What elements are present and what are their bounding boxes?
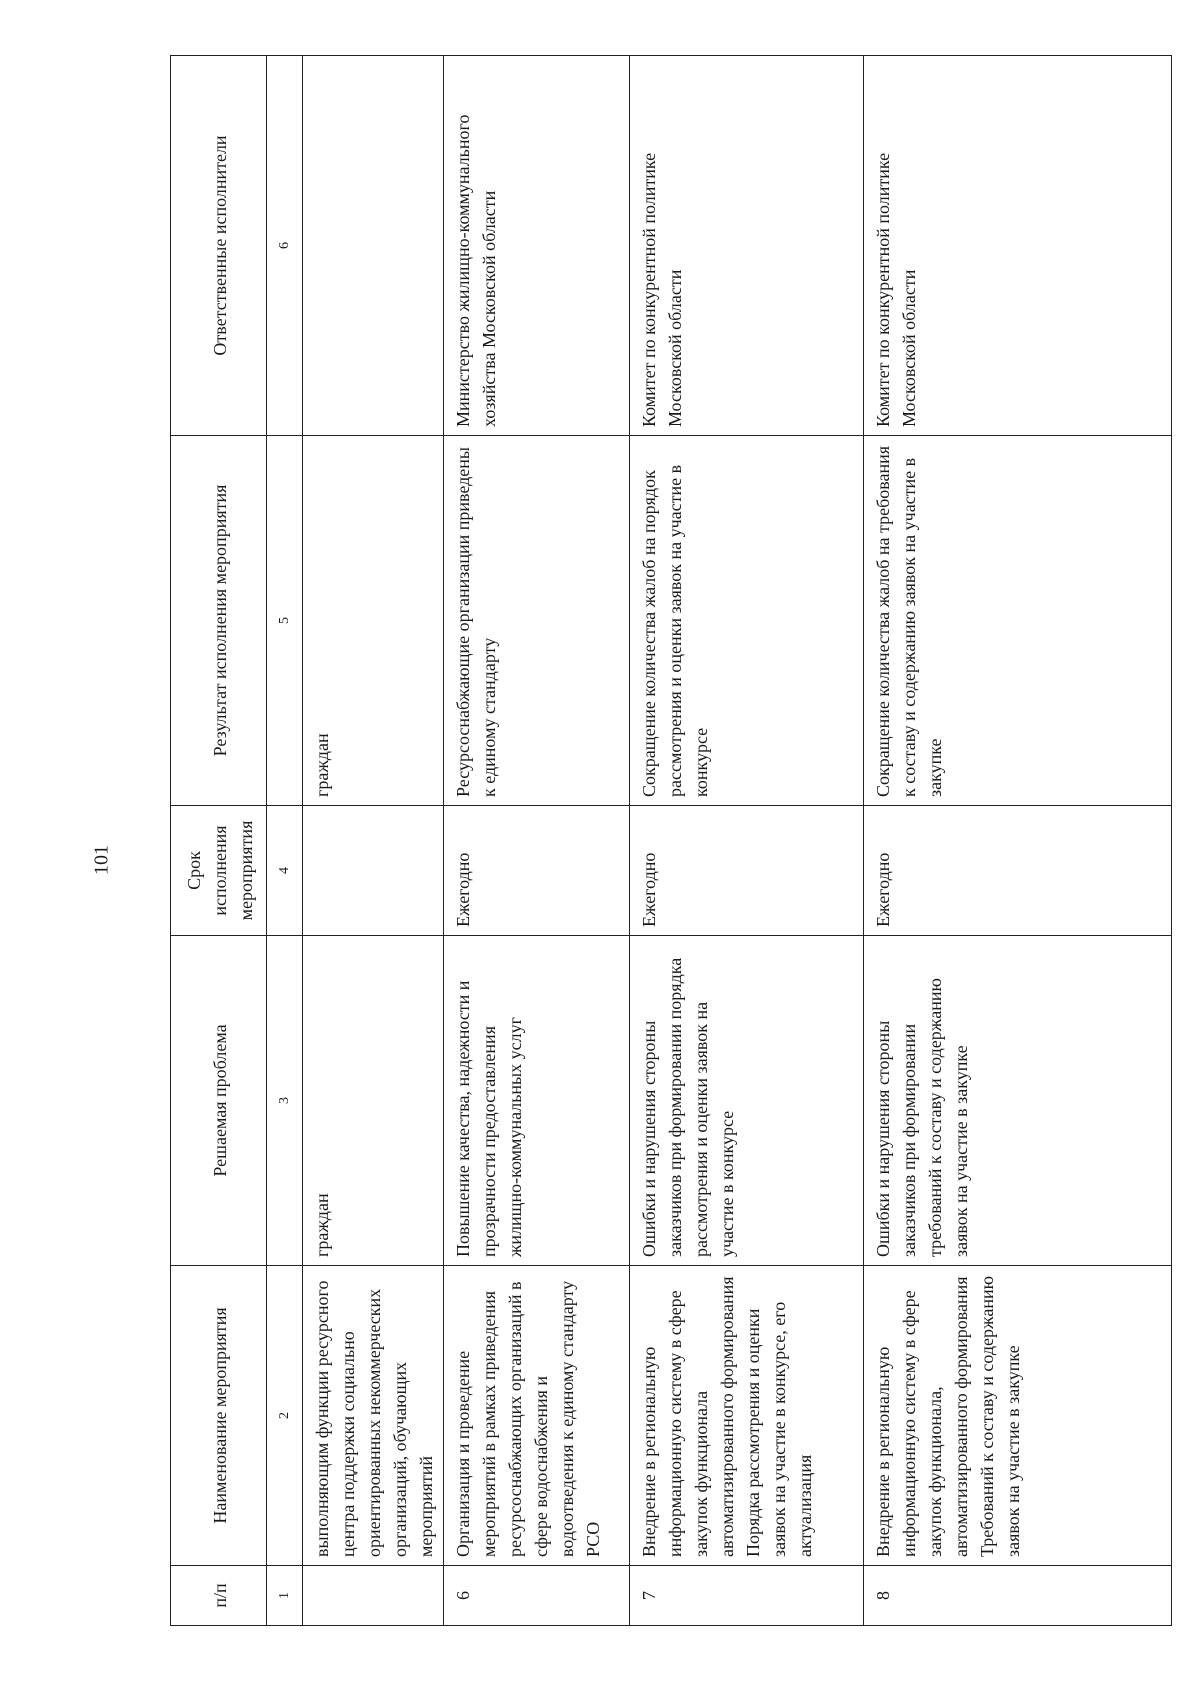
column-number: 2 <box>267 1266 303 1566</box>
row-result: Сокращение количества жалоб на требования к составу и содержанию заявок на участие в закупке <box>864 436 1172 806</box>
row-result: Сокращение количества жалоб на порядок рассмотрения и оценки заявок на участие в конкурсе <box>630 436 864 806</box>
row-deadline: Ежегодно <box>864 806 1172 936</box>
header-deadline: Срок исполнения мероприятия <box>171 806 267 936</box>
row-problem: Ошибки и нарушения стороны заказчиков при формировании порядка рассмотрения и оценки заявок на участие в конкурсе <box>630 936 864 1266</box>
table-row <box>630 56 864 1626</box>
column-number-row <box>267 56 303 1626</box>
row-name: выполняющим функции ресурсного центра поддержки социально ориентированных некоммерческих организаций, обучающих мероприятий <box>303 1266 444 1566</box>
measures-table-container <box>170 56 1170 1626</box>
row-deadline: Ежегодно <box>444 806 630 936</box>
column-number: 5 <box>267 436 303 806</box>
page-number: 101 <box>90 845 113 875</box>
row-name: Внедрение в региональную информационную систему в сфере закупок функционала, автоматизированного формирования Требований к составу и содержанию заявок на участие в закупке <box>864 1266 1172 1566</box>
header-result: Результат исполнения мероприятия <box>171 436 267 806</box>
row-num: 8 <box>864 1566 1172 1626</box>
row-problem: Ошибки и нарушения стороны заказчиков при формировании требований к составу и содержанию заявок на участие в закупке <box>864 936 1172 1266</box>
table-row <box>444 56 630 1626</box>
row-problem: Повышение качества, надежности и прозрачности предоставления жилищно-коммунальных услуг <box>444 936 630 1266</box>
row-num: 6 <box>444 1566 630 1626</box>
column-number: 3 <box>267 936 303 1266</box>
header-responsible: Ответственные исполнители <box>171 56 267 436</box>
row-name: Организация и проведение мероприятий в рамках приведения ресурсоснабжающих организаций в сфере водоснабжения и водоотведения к единому стандарту РСО <box>444 1266 630 1566</box>
row-num <box>303 1566 444 1626</box>
header-problem: Решаемая проблема <box>171 936 267 1266</box>
measures-table <box>170 55 1172 1626</box>
row-result: Ресурсоснабжающие организации приведены к единому стандарту <box>444 436 630 806</box>
table-row <box>864 56 1172 1626</box>
row-problem: граждан <box>303 936 444 1266</box>
row-deadline: Ежегодно <box>630 806 864 936</box>
header-num: п/п <box>171 1566 267 1626</box>
table-row <box>303 56 444 1626</box>
column-number: 6 <box>267 56 303 436</box>
row-num: 7 <box>630 1566 864 1626</box>
row-result: граждан <box>303 436 444 806</box>
column-number: 1 <box>267 1566 303 1626</box>
row-responsible: Министерство жилищно-коммунального хозяйства Московской области <box>444 56 630 436</box>
header-name: Наименование мероприятия <box>171 1266 267 1566</box>
header-row <box>171 56 267 1626</box>
row-responsible <box>303 56 444 436</box>
row-deadline <box>303 806 444 936</box>
row-responsible: Комитет по конкурентной политике Московской области <box>630 56 864 436</box>
row-name: Внедрение в региональную информационную систему в сфере закупок функционала автоматизированного формирования Порядка рассмотрения и оценки заявок на участие в конкурсе, его актуализация <box>630 1266 864 1566</box>
row-responsible: Комитет по конкурентной политике Московской области <box>864 56 1172 436</box>
column-number: 4 <box>267 806 303 936</box>
